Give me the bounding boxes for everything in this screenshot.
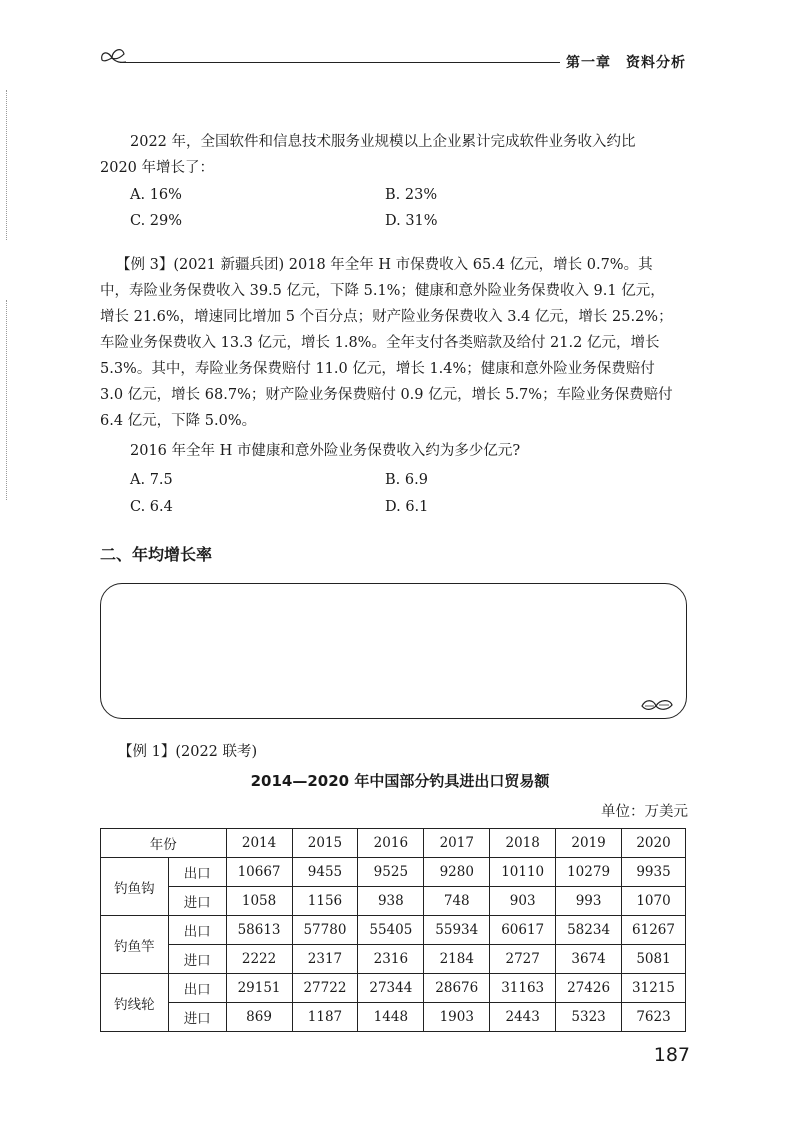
row-type: 进口 — [168, 945, 226, 974]
table-row — [101, 887, 686, 916]
chapter-title: 第一章 资料分析 — [566, 55, 686, 71]
table-row — [101, 974, 686, 1003]
table-cell: 1903 — [424, 1003, 490, 1032]
table-cell: 5081 — [622, 945, 686, 974]
table-cell: 2443 — [490, 1003, 556, 1032]
table-cell: 55405 — [358, 916, 424, 945]
option-a: A. 7.5 — [130, 472, 173, 488]
example3-line: 3.0 亿元，增长 68.7%；财产险业务保费赔付 0.9 亿元，增长 5.7%；车险业务保费赔付 — [100, 387, 673, 403]
option-b: B. 23% — [385, 187, 438, 203]
table-cell: 5323 — [556, 1003, 622, 1032]
table-title: 2014—2020 年中国部分钓具进出口贸易额 — [250, 772, 550, 790]
table-cell: 27722 — [292, 974, 358, 1003]
example3-line: 【例 3】(2021 新疆兵团) 2018 年全年 H 市保费收入 65.4 亿元，增长 0.7%。其 — [116, 257, 653, 273]
table-cell: 60617 — [490, 916, 556, 945]
table-cell: 993 — [556, 887, 622, 916]
year-header: 2019 — [556, 829, 622, 858]
example1-label: 【例 1】(2022 联考) — [118, 744, 258, 760]
table-cell: 10110 — [490, 858, 556, 887]
example3-line: 5.3%。其中，寿险业务保费赔付 11.0 亿元，增长 1.4%；健康和意外险业务保费赔付 — [100, 361, 655, 377]
margin-dots — [6, 90, 8, 240]
header-rule — [120, 62, 560, 63]
table-unit: 单位：万美元 — [601, 804, 688, 820]
option-d: D. 6.1 — [385, 499, 429, 515]
table-cell: 1058 — [226, 887, 292, 916]
table-cell: 61267 — [622, 916, 686, 945]
table-cell: 2222 — [226, 945, 292, 974]
table-cell: 938 — [358, 887, 424, 916]
group-name: 钓线轮 — [101, 974, 169, 1032]
leaf-ornament-icon — [640, 696, 674, 714]
question1-line1: 2022 年，全国软件和信息技术服务业规模以上企业累计完成软件业务收入约比 — [130, 134, 636, 150]
row-type: 出口 — [168, 916, 226, 945]
table-cell: 2184 — [424, 945, 490, 974]
row-type: 出口 — [168, 974, 226, 1003]
table-cell: 903 — [490, 887, 556, 916]
option-c: C. 6.4 — [130, 499, 173, 515]
table-cell: 57780 — [292, 916, 358, 945]
example3-line: 6.4 亿元，下降 5.0%。 — [100, 413, 257, 429]
table-row — [101, 858, 686, 887]
option-c: C. 29% — [130, 213, 183, 229]
table-row — [101, 945, 686, 974]
note-box — [100, 583, 687, 719]
table-cell: 10667 — [226, 858, 292, 887]
year-header: 2017 — [424, 829, 490, 858]
page-number: 187 — [653, 1044, 690, 1066]
table-cell: 58234 — [556, 916, 622, 945]
table-row — [101, 916, 686, 945]
row-type: 进口 — [168, 1003, 226, 1032]
table-cell: 9525 — [358, 858, 424, 887]
table-header-row — [101, 829, 686, 858]
table-cell: 7623 — [622, 1003, 686, 1032]
table-cell: 2316 — [358, 945, 424, 974]
example3-line: 增长 21.6%，增速同比增加 5 个百分点；财产险业务保费收入 3.4 亿元，增长 25.2%； — [100, 309, 673, 325]
table-cell: 31163 — [490, 974, 556, 1003]
question1-line2: 2020 年增长了： — [100, 160, 215, 176]
example3-line: 车险业务保费收入 13.3 亿元，增长 1.8%。全年支付各类赔款及给付 21.2 亿元，增长 — [100, 335, 660, 351]
margin-dots — [6, 300, 8, 500]
table-cell: 2727 — [490, 945, 556, 974]
table-cell: 1187 — [292, 1003, 358, 1032]
table-cell: 9455 — [292, 858, 358, 887]
group-name: 钓鱼竿 — [101, 916, 169, 974]
table-header-label: 年份 — [101, 829, 227, 858]
year-header: 2015 — [292, 829, 358, 858]
table-cell: 55934 — [424, 916, 490, 945]
year-header: 2014 — [226, 829, 292, 858]
table-cell: 10279 — [556, 858, 622, 887]
table-cell: 28676 — [424, 974, 490, 1003]
group-name: 钓鱼钩 — [101, 858, 169, 916]
table-cell: 31215 — [622, 974, 686, 1003]
table-cell: 748 — [424, 887, 490, 916]
example3-question: 2016 年全年 H 市健康和意外险业务保费收入约为多少亿元? — [130, 443, 521, 459]
option-d: D. 31% — [385, 213, 438, 229]
table-cell: 27344 — [358, 974, 424, 1003]
section-title: 二、年均增长率 — [100, 545, 213, 564]
table-cell: 9935 — [622, 858, 686, 887]
option-a: A. 16% — [130, 187, 182, 203]
row-type: 出口 — [168, 858, 226, 887]
row-type: 进口 — [168, 887, 226, 916]
option-b: B. 6.9 — [385, 472, 428, 488]
trade-table — [100, 828, 686, 1032]
year-header: 2016 — [358, 829, 424, 858]
table-cell: 3674 — [556, 945, 622, 974]
table-cell: 9280 — [424, 858, 490, 887]
table-cell: 29151 — [226, 974, 292, 1003]
example3-line: 中，寿险业务保费收入 39.5 亿元，下降 5.1%；健康和意外险业务保费收入 9.1 亿元， — [100, 283, 665, 299]
year-header: 2018 — [490, 829, 556, 858]
table-cell: 27426 — [556, 974, 622, 1003]
table-row — [101, 1003, 686, 1032]
table-cell: 1156 — [292, 887, 358, 916]
table-cell: 58613 — [226, 916, 292, 945]
table-cell: 869 — [226, 1003, 292, 1032]
year-header: 2020 — [622, 829, 686, 858]
table-cell: 1448 — [358, 1003, 424, 1032]
table-cell: 2317 — [292, 945, 358, 974]
table-cell: 1070 — [622, 887, 686, 916]
